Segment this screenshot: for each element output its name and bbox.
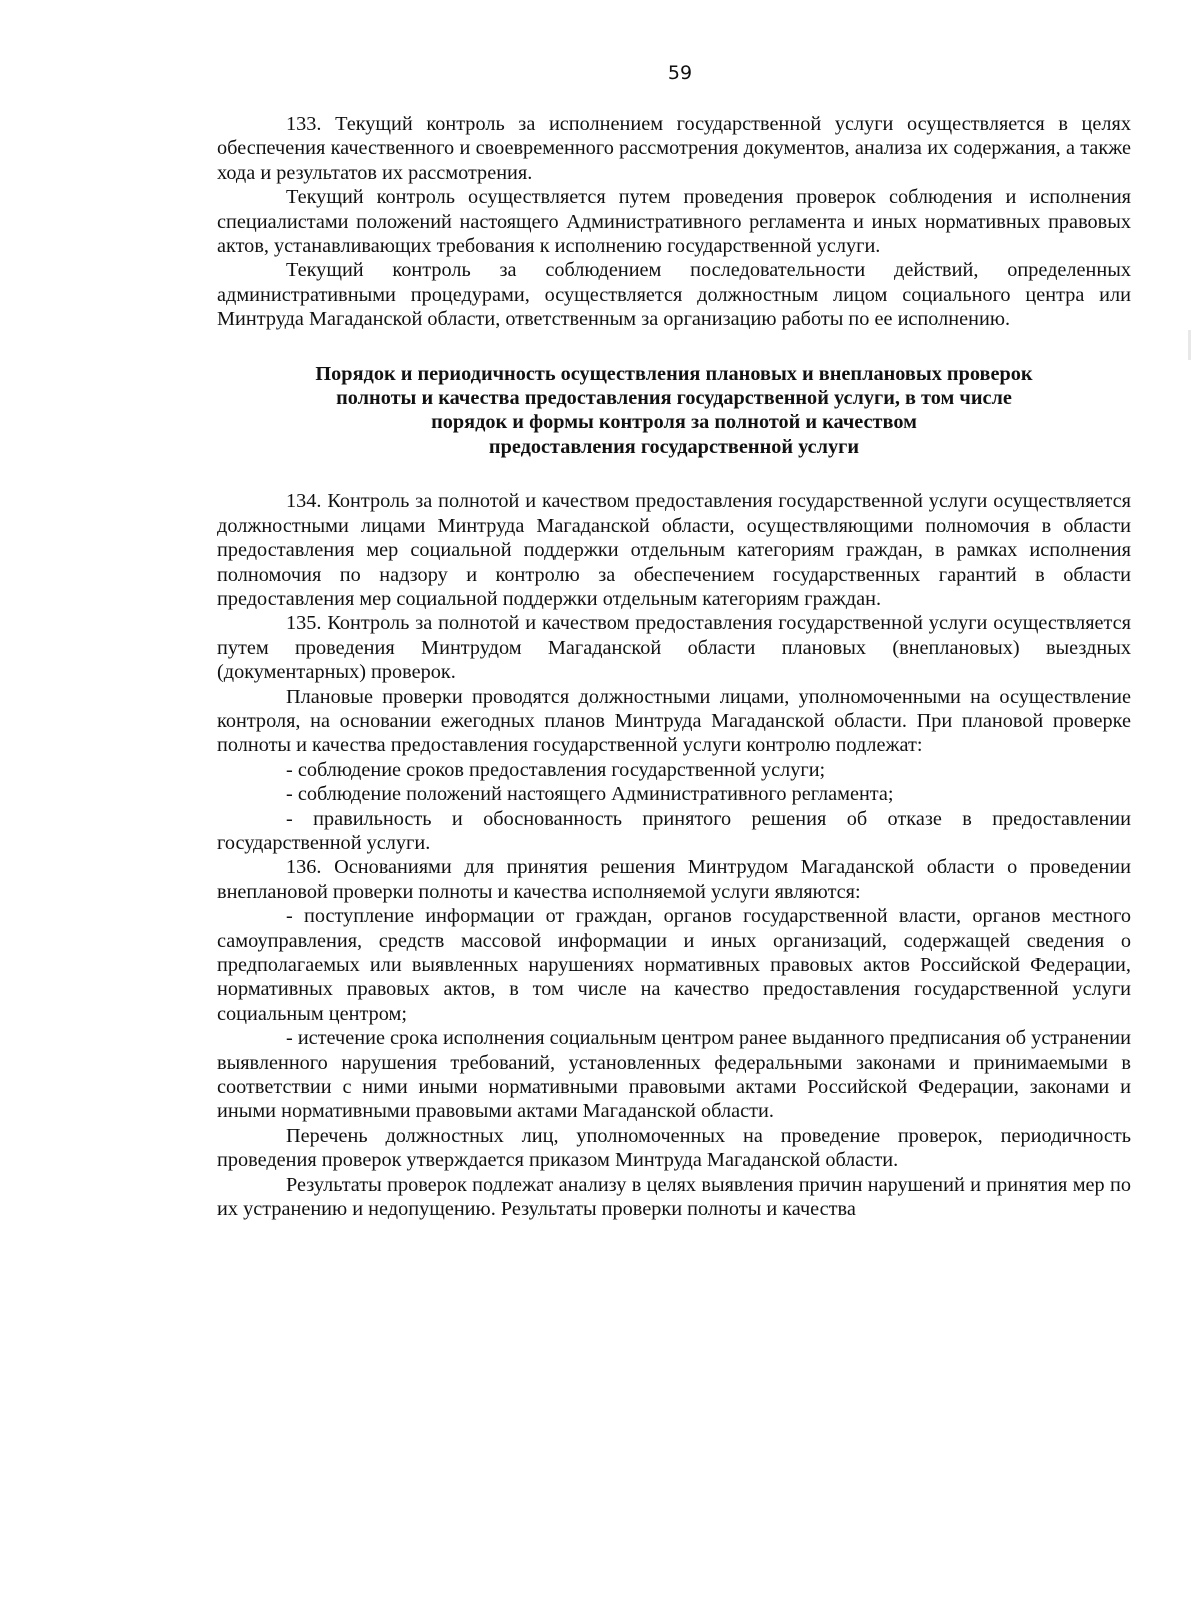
section-heading-line: Порядок и периодичность осуществления плановых и внеплановых проверок: [315, 362, 1033, 385]
paragraph-134: 134. Контроль за полнотой и качеством предоставления государственной услуги осуществляется должностными лицами Минтруда Магаданской области, осуществляющими полномочия в области предоставления мер социальной поддержки отдельным категориям граждан, в рамках исполнения полномочия по надзору и контролю за обеспечением государственных гарантий в области предоставления мер социальной поддержки отдельным категориям граждан.: [217, 490, 1131, 610]
list-item-deadlines: - соблюдение сроков предоставления государственной услуги;: [286, 758, 826, 781]
page-number-text: 59: [667, 62, 693, 84]
section-heading-line: порядок и формы контроля за полнотой и качеством: [431, 411, 917, 434]
paragraph-current-control-sequence: Текущий контроль за соблюдением последовательности действий, определенных административными процедурами, осуществляется должностным лицом социального центра или Минтруда Магаданской области, ответственным за организацию работы по ее исполнению.: [217, 259, 1131, 331]
paragraph-current-control-method: Текущий контроль осуществляется путем проведения проверок соблюдения и исполнения специалистами положений настоящего Административного регламента и иных нормативных правовых актов, устанавливающих требования к исполнению государственной услуги.: [217, 186, 1131, 258]
section-heading: [217, 362, 1131, 460]
paragraph-135: 135. Контроль за полнотой и качеством предоставления государственной услуги осуществляется путем проведения Минтрудом Магаданской области плановых (внеплановых) выездных (документарных) проверок.: [217, 612, 1131, 684]
paragraph-planned-checks: Плановые проверки проводятся должностными лицами, уполномоченными на осуществление контроля, на основании ежегодных планов Минтруда Магаданской области. При плановой проверке полноты и качества предоставления государственной услуги контролю подлежат:: [217, 685, 1131, 757]
list-item-refusal-decision: - правильность и обоснованность принятого решения об отказе в предоставлении государственной услуги.: [217, 807, 1131, 854]
list-item-regulation: - соблюдение положений настоящего Административного регламента;: [286, 783, 894, 806]
page-number: [0, 61, 1200, 85]
scan-edge-mark: [1188, 330, 1191, 360]
section-heading-line: предоставления государственной услуги: [488, 435, 860, 458]
paragraph-136: 136. Основаниями для принятия решения Минтрудом Магаданской области о проведении внеплановой проверки полноты и качества исполняемой услуги являются:: [217, 856, 1131, 903]
paragraph-results-analysis: Результаты проверок подлежат анализу в целях выявления причин нарушений и принятия мер по их устранению и недопущению. Результаты проверки полноты и качества: [217, 1173, 1131, 1221]
list-item-information-received: - поступление информации от граждан, органов государственной власти, органов местного самоуправления, средств массовой информации и иных организаций, содержащей сведения о предполагаемых или выявленных нарушениях нормативных правовых актов Российской Федерации, нормативных правовых актов, в том числе на качество предоставления государственной услуги социальным центром;: [217, 905, 1131, 1025]
list-item-order-expiry: - истечение срока исполнения социальным центром ранее выданного предписания об устранении выявленного нарушения требований, установленных федеральными законами и принимаемыми в соответствии с ними иными нормативными правовыми актами Российской Федерации, законами и иными нормативными правовыми актами Магаданской области.: [217, 1027, 1131, 1123]
section-heading-line: полноты и качества предоставления государственной услуги, в том числе: [336, 387, 1012, 410]
paragraph-133: 133. Текущий контроль за исполнением государственной услуги осуществляется в целях обеспечения качественного и своевременного рассмотрения документов, анализа их содержания, а также хода и результатов их рассмотрения.: [217, 113, 1131, 184]
paragraph-officials-list: Перечень должностных лиц, уполномоченных на проведение проверок, периодичность проведения проверок утверждается приказом Минтруда Магаданской области.: [217, 1124, 1131, 1172]
document-body: [217, 112, 1131, 1221]
